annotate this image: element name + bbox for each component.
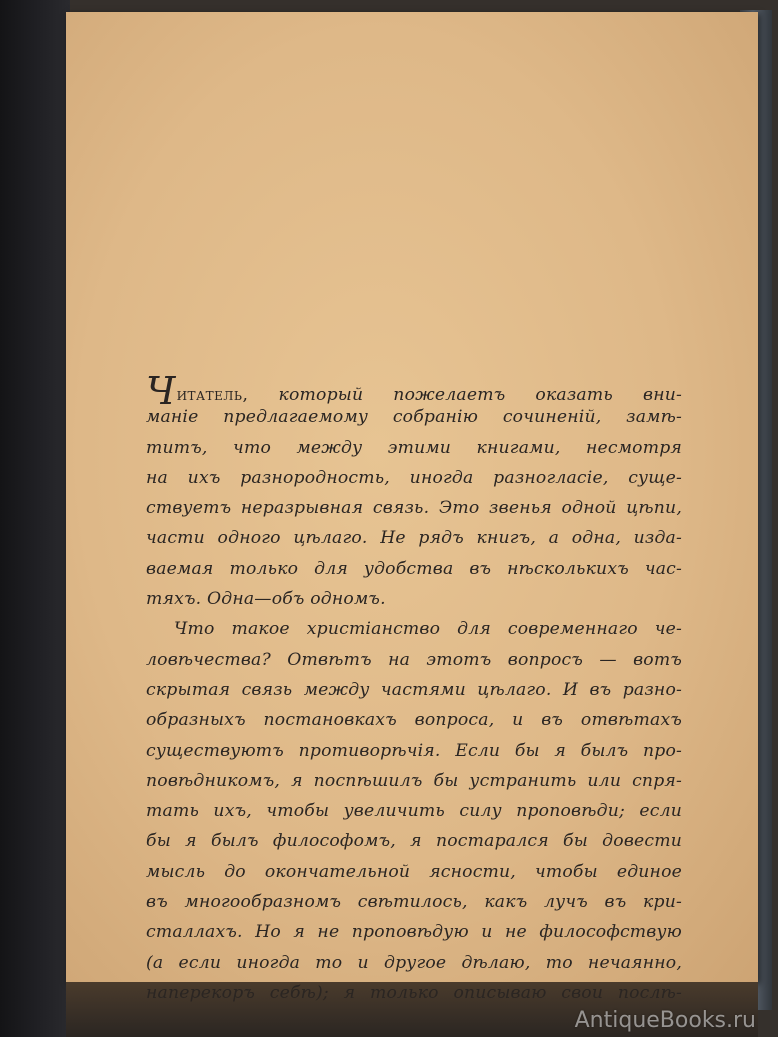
drop-cap: Ч <box>146 369 176 413</box>
text-line: на ихъ разнородность, иногда разногласіе, суще- <box>146 467 682 488</box>
text-line: существуютъ противорѣчія. Если бы я былъ про- <box>146 740 682 761</box>
text-line: титъ, что между этими книгами, несмотря <box>146 437 682 458</box>
text-line: тать ихъ, чтобы увеличить силу проповѣди; если <box>146 801 682 822</box>
text-line: бы я былъ философомъ, я постарался бы довести <box>146 831 682 852</box>
text-line: мысль до окончательной ясности, чтобы единое <box>146 861 682 882</box>
text-line: образныхъ постановкахъ вопроса, и въ отвѣтахъ <box>146 710 682 731</box>
watermark: AntiqueBooks.ru <box>574 1008 756 1033</box>
text-line: тяхъ. Одна—объ одномъ. <box>146 589 386 610</box>
text-line: сталлахъ. Но я не проповѣдую и не философствую <box>146 922 682 943</box>
text-line: скрытая связь между частями цѣлаго. И въ разно- <box>146 679 682 700</box>
lead-word: итатель, <box>176 385 249 405</box>
text-line: ствуетъ неразрывная связь. Это звенья одной цѣпи, <box>146 498 682 519</box>
text-line: части одного цѣлаго. Не рядъ книгъ, а одна, изда- <box>146 528 682 549</box>
text-line: Что такое христіанство для современнаго че- <box>174 619 682 640</box>
text-line: Читатель, который пожелаетъ оказать вни- <box>146 369 682 413</box>
text-line: наперекоръ себѣ); я только описываю свои послѣ- <box>146 982 682 1003</box>
text-line: ваемая только для удобства въ нѣсколькихъ час- <box>146 558 682 579</box>
text-line: (а если иногда то и другое дѣлаю, то нечаянно, <box>146 952 682 973</box>
text-line: повѣдникомъ, я поспѣшилъ бы устранить или спря- <box>146 770 682 791</box>
text-line: въ многообразномъ свѣтилось, какъ лучъ въ кри- <box>146 892 682 913</box>
text-line: ловѣчества? Отвѣтъ на этотъ вопросъ — вотъ <box>146 649 682 670</box>
book-binding-left <box>0 0 70 1037</box>
page-text <box>146 369 682 1008</box>
text-line: маніе предлагаемому собранію сочиненій, замѣ- <box>146 407 682 428</box>
